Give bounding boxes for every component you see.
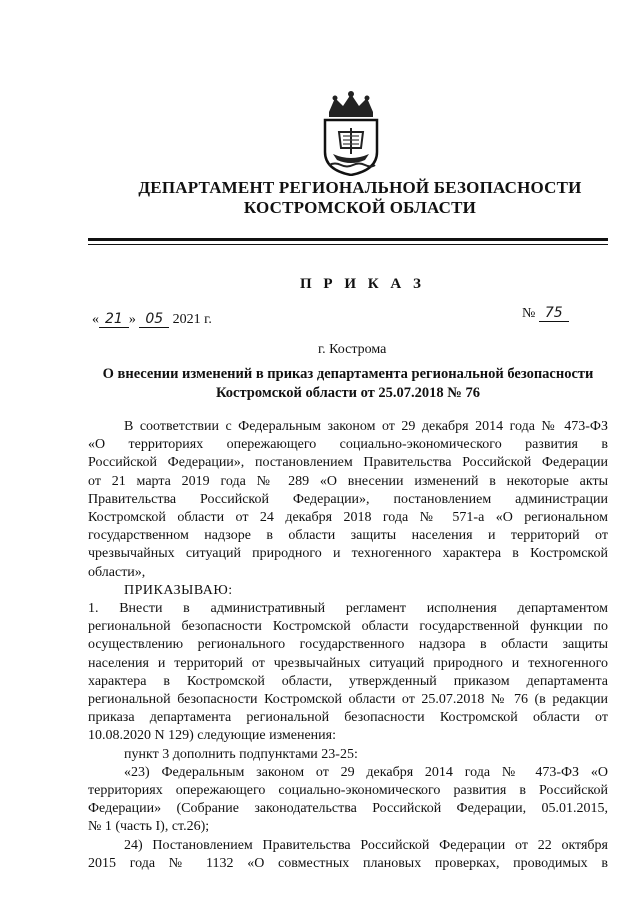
text-line: 24) Постановлением Правительства Российской Федерации от 22 октября: [124, 837, 608, 853]
text-line: Костромской области от 24 декабря 2018 года № 571-а «О региональном: [88, 510, 608, 526]
paragraph-sub23: [88, 764, 608, 837]
text-line: 10.08.2020 N 129) следующие изменения:: [88, 728, 336, 744]
subject-line1: О внесении изменений в приказ департамента региональной безопасности: [102, 366, 594, 382]
department-name-line2: КОСТРОМСКОЙ ОБЛАСТИ: [243, 198, 477, 217]
paragraph-item1: [88, 600, 608, 746]
order-title: П Р И К А З: [300, 276, 425, 292]
text-line: характера в Костромской области, утвержденный приказом департамента: [88, 673, 608, 689]
text-line: Правительства Российской Федерации», постановлением администрации: [88, 491, 608, 507]
coat-of-arms-emblem: [315, 90, 387, 176]
number-sign: №: [522, 306, 536, 321]
text-line: от 21 марта 2019 года № 289 «О внесении изменений в некоторые акты: [88, 473, 608, 489]
text-line: территориях опережающего социально-экономического развития в Российской: [88, 783, 608, 799]
text-line: Российской Федерации», постановлением Правительства Российской Федерации: [88, 455, 608, 471]
header-rule-thin: [88, 244, 608, 245]
date-quote-open: «: [92, 312, 99, 327]
order-date: [92, 311, 212, 328]
number-value: 75: [539, 305, 569, 322]
date-month: 05: [139, 311, 169, 328]
text-line: В соответствии с Федеральным законом от 29 декабря 2014 года № 473-ФЗ: [124, 419, 608, 434]
text-line: № 1 (часть I), ст.26);: [88, 819, 210, 835]
date-year: 2021 г.: [172, 312, 212, 327]
department-name-line1: ДЕПАРТАМЕНТ РЕГИОНАЛЬНОЙ БЕЗОПАСНОСТИ: [138, 178, 582, 197]
subject-line2: Костромской области от 25.07.2018 № 76: [216, 385, 480, 401]
order-number: [522, 305, 569, 322]
text-line: населения и территорий от чрезвычайных ситуаций природного и техногенного: [88, 655, 608, 671]
text-line: «О территориях опережающего социально-экономического развития в: [88, 437, 608, 453]
paragraph-sub24: [88, 837, 608, 873]
text-line: приказа департамента региональной безопасности Костромской области от: [88, 710, 608, 726]
text-line: 2015 года № 1132 «О совместных плановых проверках, проводимых в: [88, 855, 608, 871]
text-line: Федерации» (Собрание законодательства Российской Федерации, 05.01.2015,: [88, 801, 608, 817]
text-line: 1. Внести в административный регламент исполнения департаментом: [88, 601, 608, 617]
text-line: области»,: [88, 564, 146, 580]
prikazyvayu: ПРИКАЗЫВАЮ:: [124, 582, 233, 598]
text-line: чрезвычайных ситуаций природного и техногенного характера в Костромской: [88, 546, 608, 562]
document-body: [88, 418, 608, 873]
paragraph-point3: пункт 3 дополнить подпунктами 23-25:: [124, 746, 358, 762]
text-line: осуществлению регионального государственного надзора в области защиты: [88, 637, 608, 653]
paragraph-preamble: [88, 418, 608, 582]
text-line: «23) Федеральным законом от 29 декабря 2014 года № 473-ФЗ «О: [124, 764, 608, 780]
date-quote-close: »: [128, 312, 136, 327]
text-line: региональной безопасности Костромской области государственной функции по: [88, 619, 608, 635]
text-line: региональной безопасности Костромской области от 25.07.2018 № 76 (в редакции: [88, 692, 608, 708]
date-day: 21: [99, 311, 129, 328]
header-rule-thick: [88, 238, 608, 241]
text-line: государственном надзоре в области защиты населения и территорий от: [88, 528, 608, 544]
city: г. Кострома: [318, 342, 387, 357]
